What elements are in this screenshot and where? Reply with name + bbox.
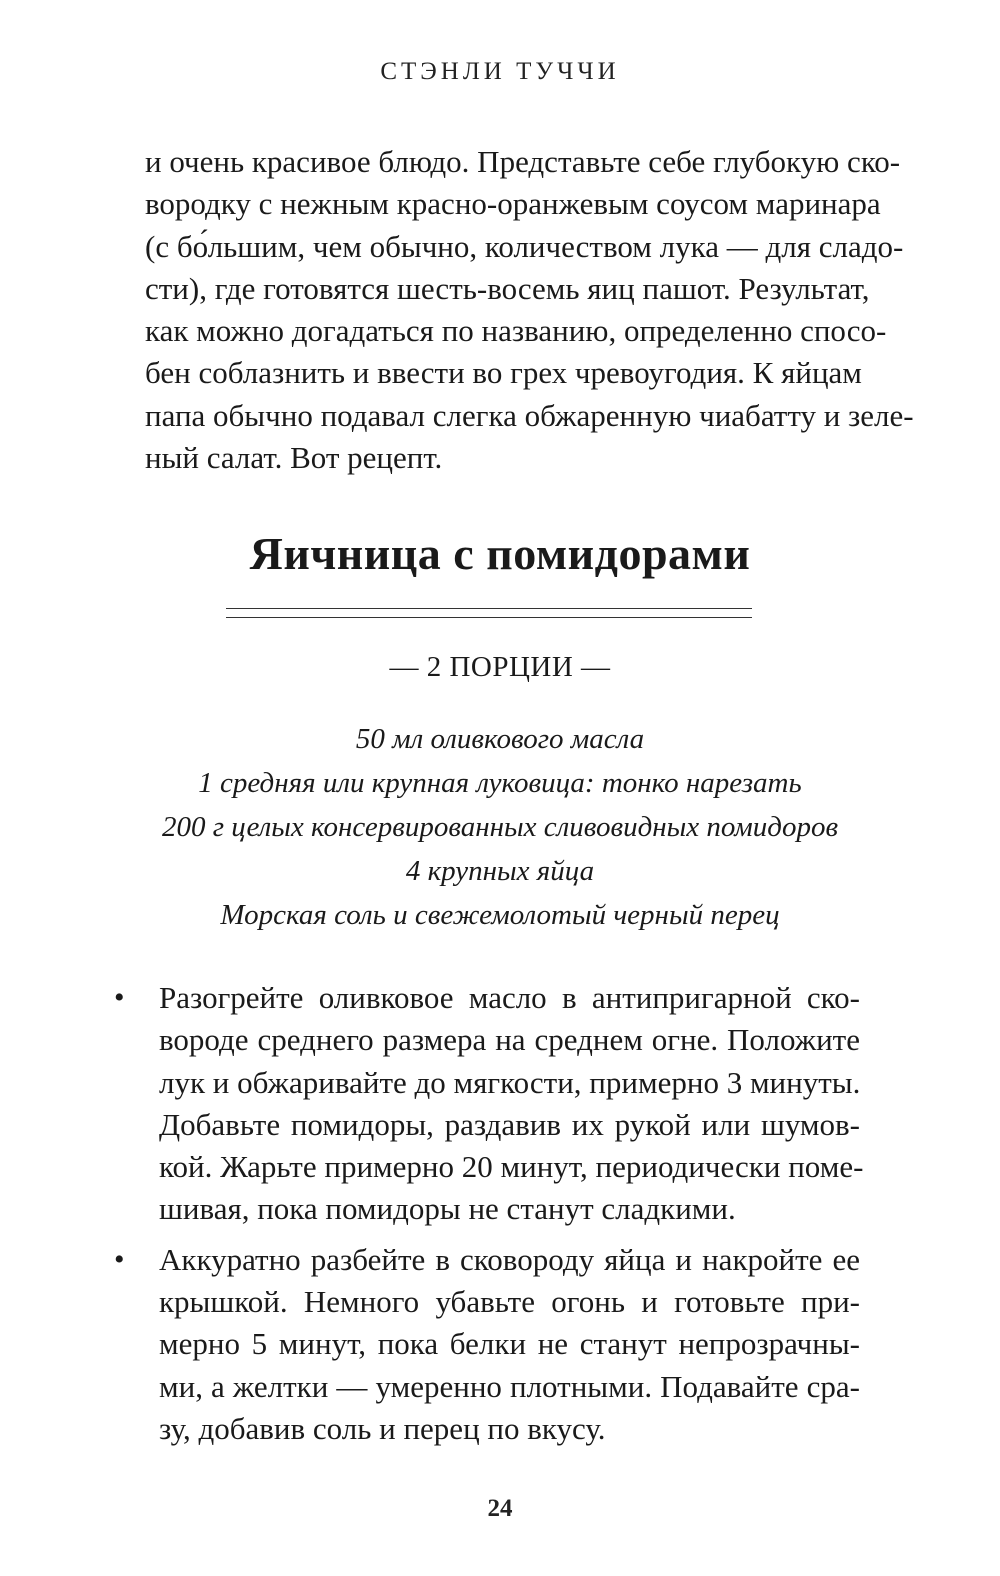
running-head: СТЭНЛИ ТУЧЧИ (380, 58, 620, 85)
text-line: лук и обжаривайте до мягкости, примерно 3 минуты. (159, 1064, 861, 1100)
text-line: мерно 5 минут, пока белки не станут непрозрачны- (159, 1326, 860, 1362)
ingredient-item: Морская соль и свежемолотый черный перец (220, 899, 780, 931)
text-line: вороде среднего размера на среднем огне. Положите (159, 1022, 860, 1058)
ingredient-list (0, 717, 1000, 937)
ingredient-item: 50 мл оливкового масла (355, 723, 645, 755)
ingredient-item: 1 средняя или крупная луковица: тонко нарезать (198, 767, 802, 799)
title-double-rule (226, 608, 752, 618)
instruction-step (112, 977, 864, 1231)
text-line: папа обычно подавал слегка обжаренную чиабатту и зеле- (145, 397, 914, 433)
text-line: сти), где готовятся шесть-восемь яиц пашот. Результат, (145, 270, 870, 306)
text-line: зу, добавив соль и перец по вкусу. (159, 1410, 606, 1446)
ingredient-item: 200 г целых консервированных сливовидных помидоров (161, 811, 839, 843)
bullet-icon: • (114, 981, 125, 1014)
text-line: (с бо́льшим, чем обычно, количеством лука — для сладо- (145, 228, 904, 264)
text-line: бен соблазнить и ввести во грех чревоугодия. К яйцам (145, 355, 862, 391)
text-line: и очень красивое блюдо. Представьте себе глубокую ско- (145, 144, 901, 179)
text-line: как можно догадаться по названию, определенно спосо- (145, 313, 887, 349)
intro-paragraph (145, 141, 914, 479)
text-line: вородку с нежным красно-оранжевым соусом маринара (145, 186, 881, 222)
servings-label: — 2 ПОРЦИИ — (389, 651, 611, 683)
text-line: крышкой. Немного убавьте огонь и готовьте при- (159, 1284, 860, 1320)
text-line: Разогрейте оливковое масло в антипригарной ско- (159, 980, 860, 1015)
text-line: шивая, пока помидоры не станут сладкими. (159, 1191, 736, 1227)
recipe-title: Яичница с помидорами (249, 528, 751, 579)
instruction-step (112, 1239, 860, 1450)
ingredient-item: 4 крупных яйца (405, 855, 595, 887)
text-line: кой. Жарьте примерно 20 минут, периодически поме- (159, 1149, 864, 1185)
text-line: Добавьте помидоры, раздавив их рукой или шумов- (159, 1106, 860, 1142)
text-line: ный салат. Вот рецепт. (145, 440, 443, 476)
text-line: Аккуратно разбейте в сковороду яйца и накройте ее (159, 1241, 860, 1277)
page-number: 24 (487, 1495, 513, 1522)
instruction-steps (112, 977, 864, 1458)
bullet-icon: • (114, 1242, 125, 1276)
text-line: ми, а желтки — умеренно плотными. Подавайте сра- (159, 1368, 860, 1404)
